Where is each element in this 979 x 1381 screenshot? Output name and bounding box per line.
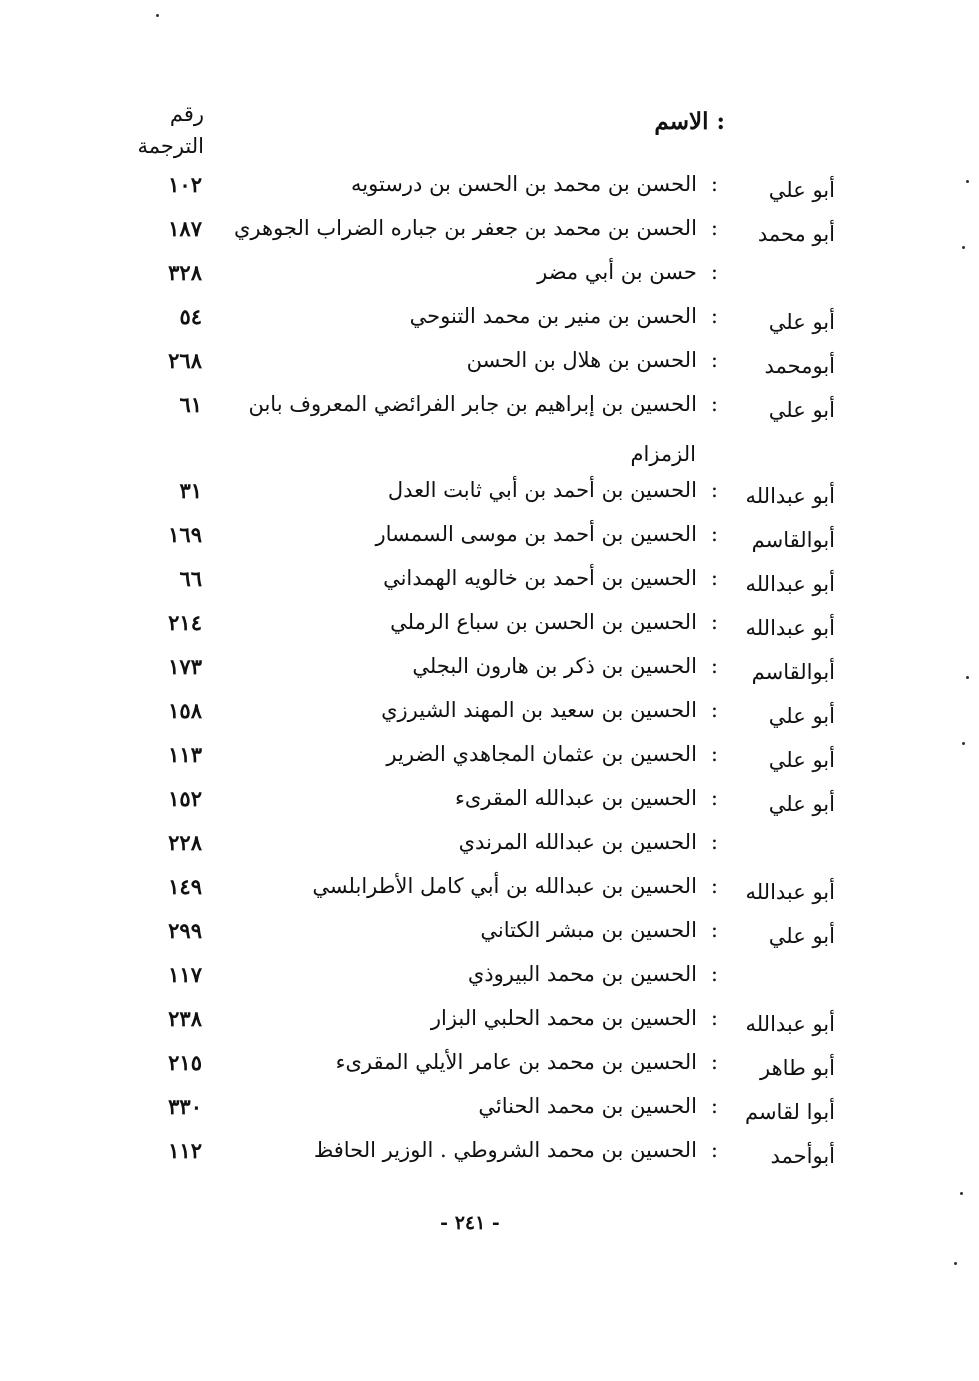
entry-name-text: الحسن بن محمد بن الحسن بن درستويه (351, 172, 697, 196)
entry-number: ٦١ (179, 392, 202, 417)
entry-name-text: حسن بن أبي مضر (537, 260, 697, 284)
entry-colon: : (710, 348, 718, 372)
entry-colon: : (710, 522, 718, 546)
entry-name-text: الحسين بن إبراهيم بن جابر الفرائضي المعروف بابن (248, 392, 697, 416)
entry-number: ٦٦ (179, 566, 202, 591)
entry-colon: : (710, 478, 718, 502)
page-number: - ٢٤١ - (440, 1212, 500, 1234)
entry-name-text: الحسين بن عثمان المجاهدي الضرير (386, 742, 697, 766)
entry-name-text: الحسين بن محمد الحلبي البزار (430, 1006, 697, 1030)
entry-name (210, 742, 718, 766)
entry-number: ٢٩٩ (168, 918, 202, 943)
entry-colon: : (710, 304, 718, 328)
entry-colon: : (710, 654, 718, 678)
entry-number: ١٧٣ (168, 654, 202, 679)
entry-name-text: الحسين بن الحسن بن سباع الرملي (390, 610, 697, 634)
entry-kunya: أبوالقاسم (751, 528, 835, 552)
entry-row (0, 260, 979, 300)
entry-number: ١١٧ (168, 962, 202, 987)
entry-row (0, 698, 979, 738)
entry-kunya: أبو عبدالله (745, 484, 835, 508)
entry-number: ١١٣ (168, 742, 202, 767)
entry-colon: : (710, 1006, 718, 1030)
entry-name (210, 918, 718, 942)
entry-kunya: أبوالقاسم (751, 660, 835, 684)
entry-kunya: أبوا لقاسم (744, 1100, 835, 1124)
entry-row (0, 304, 979, 344)
entry-number: ٢٢٨ (168, 830, 202, 855)
entry-number: ١٥٢ (168, 786, 202, 811)
entry-name (210, 1138, 718, 1162)
entry-name (210, 962, 718, 986)
entry-kunya: أبو عبدالله (745, 880, 835, 904)
entry-kunya: أبو علي (768, 178, 835, 202)
scan-speck (966, 676, 969, 679)
entry-row (0, 348, 979, 388)
entry-colon: : (710, 874, 718, 898)
entry-kunya: أبومحمد (764, 354, 835, 378)
entry-number: ١٠٢ (168, 172, 202, 197)
entry-name-text: الحسين بن أحمد بن خالويه الهمداني (383, 566, 697, 590)
scan-speck (962, 742, 965, 745)
entry-name (210, 304, 718, 328)
column-header-name: : الاسم (654, 108, 725, 135)
entry-name (210, 610, 718, 634)
entry-number: ٣١ (179, 478, 202, 503)
entry-name-text: الحسين بن مبشر الكتاني (480, 918, 697, 942)
entry-colon: : (710, 1138, 718, 1162)
entry-colon: : (710, 260, 718, 284)
entry-kunya: أبو عبدالله (745, 616, 835, 640)
entry-row (0, 216, 979, 256)
entry-name-text: الحسين بن ذكر بن هارون البجلي (412, 654, 697, 678)
entry-name-text: الحسن بن محمد بن جعفر بن جباره الضراب الجوهري (233, 216, 697, 240)
entry-colon: : (710, 392, 718, 416)
entry-kunya: أبو علي (768, 398, 835, 422)
entry-kunya: أبو طاهر (760, 1056, 835, 1080)
entry-row (0, 172, 979, 212)
entry-row (0, 610, 979, 650)
entry-colon: : (710, 830, 718, 854)
entry-name (210, 874, 718, 898)
entry-number: ١١٢ (168, 1138, 202, 1163)
entry-name (210, 698, 718, 722)
entry-name-continuation: الزمزام (630, 442, 696, 466)
scan-speck (954, 1262, 957, 1265)
entry-number: ٢٦٨ (168, 348, 202, 373)
entry-number: ٥٤ (179, 304, 202, 329)
entry-colon: : (710, 566, 718, 590)
entry-kunya: أبو محمد (757, 222, 835, 246)
entry-name-text: الحسين بن سعيد بن المهند الشيرزي (381, 698, 697, 722)
entry-name (210, 1050, 718, 1074)
column-header-number (120, 98, 204, 162)
entry-colon: : (710, 962, 718, 986)
column-header-number-line2: الترجمة (137, 134, 204, 158)
entry-name (210, 1006, 718, 1030)
entry-colon: : (710, 742, 718, 766)
scan-speck (962, 246, 965, 249)
entry-name (210, 392, 718, 416)
entry-row (0, 786, 979, 826)
entry-row (0, 478, 979, 518)
entry-row (0, 830, 979, 870)
entry-row (0, 918, 979, 958)
entry-row (0, 1138, 979, 1178)
entry-name-text: الحسين بن أحمد بن موسى السمسار (375, 522, 697, 546)
entry-name-text: الحسين بن محمد الشروطي . الوزير الحافظ (313, 1138, 697, 1162)
entry-name (210, 654, 718, 678)
entry-name (210, 348, 718, 372)
entry-name (210, 478, 718, 502)
entry-number: ١٤٩ (168, 874, 202, 899)
entry-name (210, 566, 718, 590)
entry-name (210, 830, 718, 854)
entry-number: ٢١٤ (168, 610, 202, 635)
entry-row (0, 874, 979, 914)
entry-name-text: الحسين بن أحمد بن أبي ثابت العدل (387, 478, 697, 502)
entry-number: ٣٣٠ (168, 1094, 202, 1119)
entry-name-text: الحسين بن محمد بن عامر الأيلي المقرىء (335, 1050, 697, 1074)
entry-name-text: الحسين بن عبدالله بن أبي كامل الأطرابلسي (312, 874, 697, 898)
column-header-number-line1: رقم (169, 102, 204, 126)
entry-name (210, 786, 718, 810)
entry-name-text: الحسن بن هلال بن الحسن (466, 348, 697, 372)
entry-name (210, 260, 718, 284)
entry-kunya: أبو علي (768, 748, 835, 772)
scan-speck (966, 180, 969, 183)
entry-colon: : (710, 172, 718, 196)
entry-kunya: أبو عبدالله (745, 1012, 835, 1036)
entry-colon: : (710, 610, 718, 634)
entry-colon: : (710, 786, 718, 810)
entry-row (0, 1050, 979, 1090)
entry-name (210, 172, 718, 196)
entry-row (0, 1094, 979, 1134)
entry-name-text: الحسن بن منير بن محمد التنوحي (409, 304, 697, 328)
entry-number: ٣٢٨ (168, 260, 202, 285)
entry-name-text: الحسين بن محمد البيروذي (467, 962, 697, 986)
entry-kunya: أبو علي (768, 704, 835, 728)
entry-number: ١٥٨ (168, 698, 202, 723)
entry-colon: : (710, 216, 718, 240)
entry-colon: : (710, 1094, 718, 1118)
entry-name (210, 522, 718, 546)
entry-kunya: أبو علي (768, 792, 835, 816)
entry-colon: : (710, 1050, 718, 1074)
entry-row (0, 1006, 979, 1046)
entry-row (0, 654, 979, 694)
entry-row (0, 742, 979, 782)
entry-row (0, 962, 979, 1002)
entry-number: ١٦٩ (168, 522, 202, 547)
entry-name-text: الحسين بن محمد الحنائي (478, 1094, 697, 1118)
entry-row (0, 522, 979, 562)
entry-kunya: أبو علي (768, 310, 835, 334)
entry-number: ٢٣٨ (168, 1006, 202, 1031)
entry-name (210, 1094, 718, 1118)
entry-colon: : (710, 918, 718, 942)
entry-name-text: الحسين بن عبدالله المقرىء (454, 786, 697, 810)
scan-speck (960, 1192, 963, 1195)
entry-kunya: أبوأحمد (770, 1144, 835, 1168)
entry-number: ١٨٧ (168, 216, 202, 241)
entry-colon: : (710, 698, 718, 722)
entry-kunya: أبو علي (768, 924, 835, 948)
entry-name-text: الحسين بن عبدالله المرندي (458, 830, 697, 854)
entry-kunya: أبو عبدالله (745, 572, 835, 596)
entry-row (0, 566, 979, 606)
entry-name (210, 216, 718, 240)
scan-speck (156, 14, 159, 17)
entry-number: ٢١٥ (168, 1050, 202, 1075)
entry-row (0, 392, 979, 432)
